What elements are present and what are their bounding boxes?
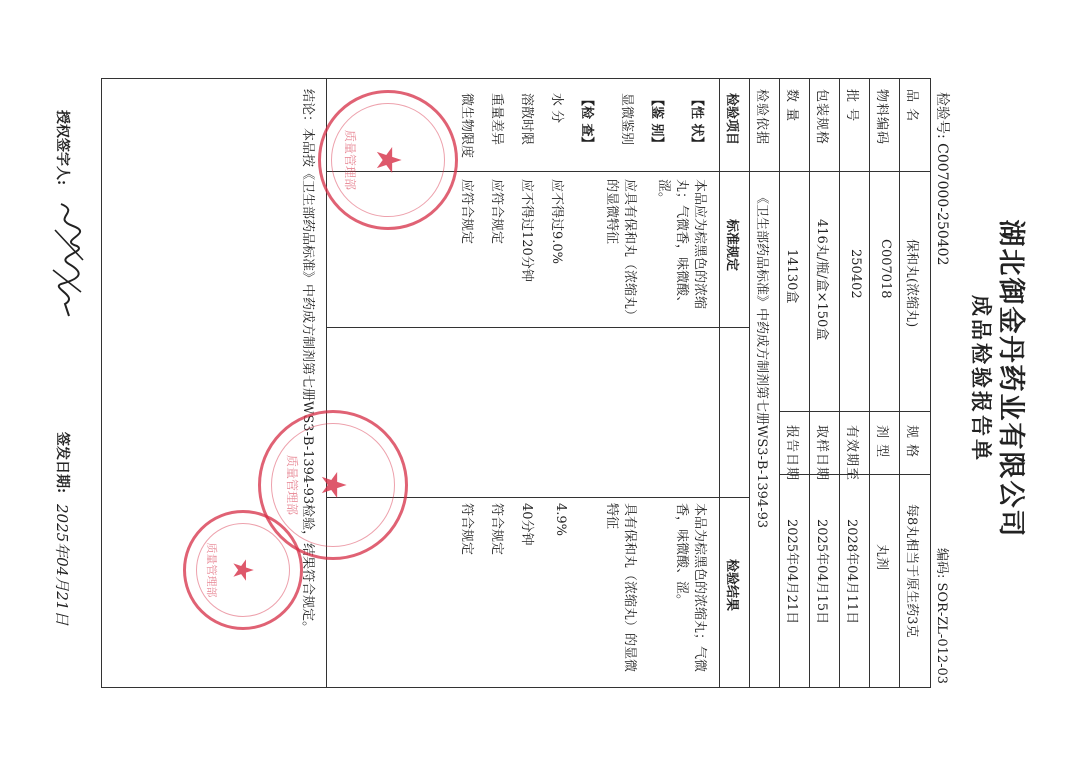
- spec-label: 规 格: [904, 425, 919, 459]
- signature-image: [45, 200, 91, 320]
- result-text: 具有保和丸（浓缩丸）的显微特征: [604, 503, 637, 673]
- expiry-label: 有效期至: [844, 425, 859, 482]
- result-text: 本品为棕黑色的浓缩丸；气微香，味微酸、涩。: [674, 503, 707, 673]
- authorized-signer-label: 授权签字人:: [54, 110, 70, 186]
- report-date-label: 报告日期: [784, 425, 799, 482]
- sampling-date-label: 取样日期: [814, 425, 829, 482]
- company-name: 湖北御金丹药业有限公司: [995, 219, 1026, 539]
- test-item: 【检 查】: [579, 93, 594, 150]
- quantity-label: 数 量: [784, 89, 799, 123]
- product-value: 保和丸(浓缩丸): [904, 239, 919, 328]
- test-item: 【鉴 别】: [649, 93, 664, 150]
- test-item: 显微鉴别: [619, 93, 634, 146]
- result-text: 4.9%: [553, 503, 568, 537]
- header-result: 检验结果: [724, 559, 739, 612]
- material-code-value: C007018: [878, 239, 893, 299]
- test-item: 【性 状】: [689, 93, 704, 150]
- report-date-value: 2025年04月21日: [784, 519, 799, 625]
- result-text: 符合规定: [489, 503, 504, 556]
- batch-value: 250402: [848, 249, 863, 299]
- standard-text: 本品应为棕黑色的浓缩丸；气微香，味微酸、涩。: [656, 179, 707, 310]
- product-label: 品 名: [904, 89, 919, 123]
- standard-text: 应不得过9.0%: [549, 179, 564, 265]
- header-test-item: 检验项目: [724, 93, 739, 146]
- standard-text: 应符合规定: [489, 179, 504, 245]
- result-text: 40分钟: [519, 503, 534, 546]
- dosage-form-label: 剂 型: [874, 425, 889, 459]
- spec-value: 每8丸相当于原生药3克: [904, 504, 919, 638]
- test-item: 水 分: [549, 93, 564, 124]
- test-item: 微生物限度: [459, 93, 474, 159]
- column-divider: [327, 327, 750, 328]
- standard-text: 应具有保和丸（浓缩丸）的显微特征: [604, 179, 637, 316]
- batch-label: 批 号: [844, 89, 859, 123]
- sampling-date-value: 2025年04月15日: [814, 519, 829, 625]
- sign-date-value: 2025年04月21日: [53, 504, 71, 626]
- report-title: 成品检验报告单: [969, 295, 994, 463]
- quality-seal-icon: ★ 质量管理部: [318, 90, 458, 230]
- material-code-label: 物料编码: [874, 89, 889, 146]
- document-code: 编码: SOR-ZL-012-03: [934, 548, 949, 685]
- test-basis-value: 《卫生部药品标准》中药成方制剂第七册WS3-B-1394-93: [754, 191, 769, 529]
- result-text: 符合规定: [459, 503, 474, 556]
- sign-date-label: 签发日期:: [54, 432, 70, 494]
- expiry-value: 2028年04月11日: [844, 519, 859, 625]
- test-item: 溶散时限: [519, 93, 534, 146]
- company-seal-icon: ★ 质量管理部: [258, 410, 408, 560]
- packaging-value: 416丸/瓶/盒×150盒: [814, 219, 829, 341]
- conclusion-text: 结论：本品按《卫生部药品标准》中药成方制剂第七册WS3-B-1394-93检验，结果符合规定。: [300, 89, 315, 635]
- inspection-number: 检验号: C007000-250402: [934, 92, 950, 266]
- header-standard: 标准规定: [724, 219, 739, 272]
- standard-text: 应符合规定: [459, 179, 474, 245]
- column-divider: [780, 411, 930, 412]
- inspection-seal-icon: ★ 质量管理部: [183, 510, 303, 630]
- test-item: 重量差异: [489, 93, 504, 146]
- packaging-label: 包装规格: [814, 89, 829, 146]
- dosage-form-value: 丸剂: [874, 544, 889, 571]
- quantity-value: 14130盒: [784, 249, 799, 304]
- test-basis-label: 检验依据: [754, 89, 769, 146]
- standard-text: 应不得过120分钟: [519, 179, 534, 282]
